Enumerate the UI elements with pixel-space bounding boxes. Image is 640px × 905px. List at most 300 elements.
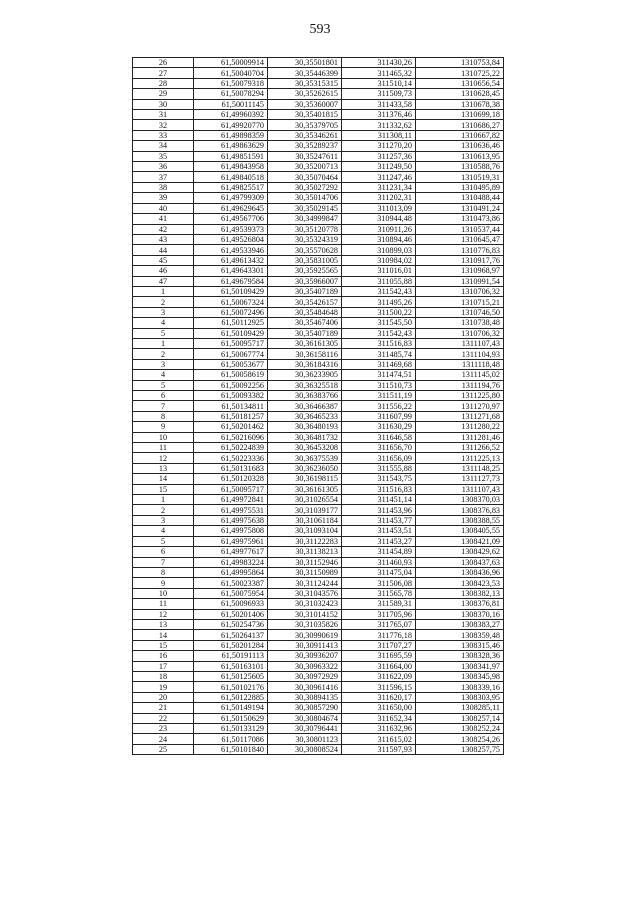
x-coordinate-cell: 311474,51	[342, 370, 416, 380]
point-number-cell: 7	[133, 557, 194, 567]
table-row	[133, 276, 504, 286]
point-number-cell: 31	[133, 110, 194, 120]
longitude-cell: 30,36161305	[268, 484, 342, 494]
x-coordinate-cell: 311451,14	[342, 495, 416, 505]
x-coordinate-cell: 311332,62	[342, 120, 416, 130]
latitude-cell: 61,50133129	[194, 724, 268, 734]
latitude-cell: 61,50109429	[194, 286, 268, 296]
latitude-cell: 61,49613432	[194, 255, 268, 265]
point-number-cell: 10	[133, 588, 194, 598]
table-row	[133, 651, 504, 661]
longitude-cell: 30,35262615	[268, 89, 342, 99]
table-row	[133, 328, 504, 338]
table-row	[133, 182, 504, 192]
table-row	[133, 515, 504, 525]
y-coordinate-cell: 1308405,55	[416, 526, 504, 536]
x-coordinate-cell: 311607,99	[342, 411, 416, 421]
x-coordinate-cell: 311705,96	[342, 609, 416, 619]
table-row	[133, 370, 504, 380]
x-coordinate-cell: 311202,31	[342, 193, 416, 203]
point-number-cell: 28	[133, 78, 194, 88]
latitude-cell: 61,49567706	[194, 214, 268, 224]
y-coordinate-cell: 1308328,36	[416, 651, 504, 661]
longitude-cell: 30,35570628	[268, 245, 342, 255]
latitude-cell: 61,49539373	[194, 224, 268, 234]
y-coordinate-cell: 1311145,02	[416, 370, 504, 380]
table-row	[133, 692, 504, 702]
table-row	[133, 318, 504, 328]
table-row	[133, 474, 504, 484]
y-coordinate-cell: 1310715,21	[416, 297, 504, 307]
longitude-cell: 30,31035826	[268, 619, 342, 629]
table-row	[133, 234, 504, 244]
x-coordinate-cell: 311013,09	[342, 203, 416, 213]
table-row	[133, 443, 504, 453]
table-row	[133, 120, 504, 130]
latitude-cell: 61,49898359	[194, 130, 268, 140]
table-row	[133, 172, 504, 182]
point-number-cell: 1	[133, 338, 194, 348]
x-coordinate-cell: 311495,26	[342, 297, 416, 307]
y-coordinate-cell: 1308370,03	[416, 495, 504, 505]
point-number-cell: 3	[133, 515, 194, 525]
longitude-cell: 30,35446399	[268, 68, 342, 78]
latitude-cell: 61,50125605	[194, 671, 268, 681]
latitude-cell: 61,49995864	[194, 567, 268, 577]
longitude-cell: 30,35360007	[268, 99, 342, 109]
x-coordinate-cell: 311506,08	[342, 578, 416, 588]
latitude-cell: 61,50102176	[194, 682, 268, 692]
longitude-cell: 30,31138213	[268, 547, 342, 557]
latitude-cell: 61,50092256	[194, 380, 268, 390]
table-row	[133, 630, 504, 640]
table-row	[133, 526, 504, 536]
longitude-cell: 30,35407189	[268, 328, 342, 338]
table-row	[133, 110, 504, 120]
latitude-cell: 61,50224839	[194, 443, 268, 453]
longitude-cell: 30,35467406	[268, 318, 342, 328]
table-row	[133, 682, 504, 692]
latitude-cell: 61,50072496	[194, 307, 268, 317]
table-row	[133, 599, 504, 609]
x-coordinate-cell: 311630,29	[342, 422, 416, 432]
longitude-cell: 30,35925565	[268, 266, 342, 276]
latitude-cell: 61,50254736	[194, 619, 268, 629]
point-number-cell: 17	[133, 661, 194, 671]
point-number-cell: 37	[133, 172, 194, 182]
y-coordinate-cell: 1310753,84	[416, 58, 504, 68]
x-coordinate-cell: 311542,43	[342, 286, 416, 296]
latitude-cell: 61,50078294	[194, 89, 268, 99]
point-number-cell: 21	[133, 703, 194, 713]
x-coordinate-cell: 310944,48	[342, 214, 416, 224]
longitude-cell: 30,36233905	[268, 370, 342, 380]
point-number-cell: 15	[133, 640, 194, 650]
longitude-cell: 30,30963322	[268, 661, 342, 671]
latitude-cell: 61,49920770	[194, 120, 268, 130]
x-coordinate-cell: 311622,09	[342, 671, 416, 681]
table-row	[133, 68, 504, 78]
x-coordinate-cell: 311511,19	[342, 391, 416, 401]
longitude-cell: 30,30990619	[268, 630, 342, 640]
latitude-cell: 61,49983224	[194, 557, 268, 567]
longitude-cell: 30,36480193	[268, 422, 342, 432]
point-number-cell: 42	[133, 224, 194, 234]
y-coordinate-cell: 1311194,76	[416, 380, 504, 390]
x-coordinate-cell: 311249,50	[342, 162, 416, 172]
longitude-cell: 30,30961416	[268, 682, 342, 692]
latitude-cell: 61,49825517	[194, 182, 268, 192]
longitude-cell: 30,36465233	[268, 411, 342, 421]
longitude-cell: 30,36453208	[268, 443, 342, 453]
x-coordinate-cell: 311465,32	[342, 68, 416, 78]
x-coordinate-cell: 311707,27	[342, 640, 416, 650]
y-coordinate-cell: 1308345,98	[416, 671, 504, 681]
latitude-cell: 61,50112925	[194, 318, 268, 328]
x-coordinate-cell: 311376,46	[342, 110, 416, 120]
point-number-cell: 29	[133, 89, 194, 99]
latitude-cell: 61,50040704	[194, 68, 268, 78]
x-coordinate-cell: 311589,31	[342, 599, 416, 609]
x-coordinate-cell: 311543,75	[342, 474, 416, 484]
y-coordinate-cell: 1308341,97	[416, 661, 504, 671]
y-coordinate-cell: 1311107,43	[416, 484, 504, 494]
table-row	[133, 703, 504, 713]
y-coordinate-cell: 1308388,55	[416, 515, 504, 525]
longitude-cell: 30,36481732	[268, 432, 342, 442]
x-coordinate-cell: 311664,00	[342, 661, 416, 671]
latitude-cell: 61,50075954	[194, 588, 268, 598]
table-row	[133, 432, 504, 442]
point-number-cell: 11	[133, 599, 194, 609]
y-coordinate-cell: 1311127,73	[416, 474, 504, 484]
y-coordinate-cell: 1311266,52	[416, 443, 504, 453]
table-row	[133, 349, 504, 359]
y-coordinate-cell: 1308315,46	[416, 640, 504, 650]
latitude-cell: 61,50134811	[194, 401, 268, 411]
x-coordinate-cell: 311460,93	[342, 557, 416, 567]
latitude-cell: 61,50131683	[194, 463, 268, 473]
y-coordinate-cell: 1308421,09	[416, 536, 504, 546]
latitude-cell: 61,49526804	[194, 234, 268, 244]
longitude-cell: 30,30911413	[268, 640, 342, 650]
point-number-cell: 2	[133, 505, 194, 515]
latitude-cell: 61,49977617	[194, 547, 268, 557]
table-row	[133, 224, 504, 234]
longitude-cell: 30,31014152	[268, 609, 342, 619]
y-coordinate-cell: 1310706,32	[416, 286, 504, 296]
point-number-cell: 39	[133, 193, 194, 203]
longitude-cell: 30,34999847	[268, 214, 342, 224]
point-number-cell: 22	[133, 713, 194, 723]
point-number-cell: 11	[133, 443, 194, 453]
longitude-cell: 30,35831005	[268, 255, 342, 265]
y-coordinate-cell: 1310667,82	[416, 130, 504, 140]
longitude-cell: 30,31150989	[268, 567, 342, 577]
table-row	[133, 619, 504, 629]
point-number-cell: 36	[133, 162, 194, 172]
table-row	[133, 609, 504, 619]
longitude-cell: 30,36161305	[268, 338, 342, 348]
table-row	[133, 193, 504, 203]
table-row	[133, 338, 504, 348]
longitude-cell: 30,35315315	[268, 78, 342, 88]
point-number-cell: 13	[133, 619, 194, 629]
y-coordinate-cell: 1310491,24	[416, 203, 504, 213]
point-number-cell: 10	[133, 432, 194, 442]
x-coordinate-cell: 311454,89	[342, 547, 416, 557]
longitude-cell: 30,31026554	[268, 495, 342, 505]
table-row	[133, 307, 504, 317]
y-coordinate-cell: 1310613,95	[416, 151, 504, 161]
latitude-cell: 61,49972841	[194, 495, 268, 505]
y-coordinate-cell: 1310699,18	[416, 110, 504, 120]
latitude-cell: 61,50095717	[194, 338, 268, 348]
table-row	[133, 557, 504, 567]
table-row	[133, 162, 504, 172]
table-row	[133, 297, 504, 307]
x-coordinate-cell: 311453,27	[342, 536, 416, 546]
longitude-cell: 30,30894135	[268, 692, 342, 702]
point-number-cell: 12	[133, 609, 194, 619]
y-coordinate-cell: 1308252,24	[416, 724, 504, 734]
x-coordinate-cell: 311632,96	[342, 724, 416, 734]
point-number-cell: 32	[133, 120, 194, 130]
point-number-cell: 5	[133, 380, 194, 390]
longitude-cell: 30,35401815	[268, 110, 342, 120]
longitude-cell: 30,35120778	[268, 224, 342, 234]
longitude-cell: 30,35070464	[268, 172, 342, 182]
x-coordinate-cell: 311656,09	[342, 453, 416, 463]
latitude-cell: 61,50095717	[194, 484, 268, 494]
latitude-cell: 61,50149194	[194, 703, 268, 713]
point-number-cell: 33	[133, 130, 194, 140]
y-coordinate-cell: 1310917,76	[416, 255, 504, 265]
table-row	[133, 58, 504, 68]
latitude-cell: 61,50117086	[194, 734, 268, 744]
table-row	[133, 453, 504, 463]
longitude-cell: 30,35484648	[268, 307, 342, 317]
longitude-cell: 30,30801123	[268, 734, 342, 744]
longitude-cell: 30,30796441	[268, 724, 342, 734]
table-row	[133, 505, 504, 515]
page-number: 593	[309, 22, 331, 37]
point-number-cell: 14	[133, 474, 194, 484]
x-coordinate-cell: 311453,96	[342, 505, 416, 515]
latitude-cell: 61,50093382	[194, 391, 268, 401]
table-row	[133, 99, 504, 109]
longitude-cell: 30,30804674	[268, 713, 342, 723]
point-number-cell: 34	[133, 141, 194, 151]
y-coordinate-cell: 1311148,25	[416, 463, 504, 473]
latitude-cell: 61,49799309	[194, 193, 268, 203]
latitude-cell: 61,50023387	[194, 578, 268, 588]
x-coordinate-cell: 311615,02	[342, 734, 416, 744]
x-coordinate-cell: 311776,18	[342, 630, 416, 640]
longitude-cell: 30,30936207	[268, 651, 342, 661]
table-row	[133, 359, 504, 369]
longitude-cell: 30,30857290	[268, 703, 342, 713]
point-number-cell: 8	[133, 411, 194, 421]
point-number-cell: 6	[133, 391, 194, 401]
point-number-cell: 3	[133, 359, 194, 369]
longitude-cell: 30,31061184	[268, 515, 342, 525]
table-row	[133, 78, 504, 88]
longitude-cell: 30,35247611	[268, 151, 342, 161]
x-coordinate-cell: 311596,15	[342, 682, 416, 692]
latitude-cell: 61,50109429	[194, 328, 268, 338]
y-coordinate-cell: 1308285,11	[416, 703, 504, 713]
point-number-cell: 12	[133, 453, 194, 463]
longitude-cell: 30,36375539	[268, 453, 342, 463]
point-number-cell: 5	[133, 536, 194, 546]
table-row	[133, 411, 504, 421]
x-coordinate-cell: 311565,78	[342, 588, 416, 598]
longitude-cell: 30,35324319	[268, 234, 342, 244]
y-coordinate-cell: 1308383,27	[416, 619, 504, 629]
x-coordinate-cell: 311542,43	[342, 328, 416, 338]
latitude-cell: 61,49679584	[194, 276, 268, 286]
point-number-cell: 1	[133, 286, 194, 296]
longitude-cell: 30,36325518	[268, 380, 342, 390]
latitude-cell: 61,49960392	[194, 110, 268, 120]
latitude-cell: 61,50216096	[194, 432, 268, 442]
y-coordinate-cell: 1310968,97	[416, 266, 504, 276]
y-coordinate-cell: 1310725,22	[416, 68, 504, 78]
point-number-cell: 1	[133, 495, 194, 505]
latitude-cell: 61,50201406	[194, 609, 268, 619]
point-number-cell: 40	[133, 203, 194, 213]
x-coordinate-cell: 311516,83	[342, 338, 416, 348]
y-coordinate-cell: 1308376,83	[416, 505, 504, 515]
x-coordinate-cell: 311597,93	[342, 744, 416, 754]
y-coordinate-cell: 1308257,75	[416, 744, 504, 754]
y-coordinate-cell: 1308257,14	[416, 713, 504, 723]
y-coordinate-cell: 1308303,95	[416, 692, 504, 702]
point-number-cell: 8	[133, 567, 194, 577]
table-row	[133, 578, 504, 588]
y-coordinate-cell: 1310519,31	[416, 172, 504, 182]
table-row	[133, 151, 504, 161]
latitude-cell: 61,50079318	[194, 78, 268, 88]
longitude-cell: 30,35289237	[268, 141, 342, 151]
longitude-cell: 30,36236050	[268, 463, 342, 473]
y-coordinate-cell: 1310488,44	[416, 193, 504, 203]
point-number-cell: 45	[133, 255, 194, 265]
x-coordinate-cell: 311485,74	[342, 349, 416, 359]
table-row	[133, 588, 504, 598]
table-row	[133, 401, 504, 411]
x-coordinate-cell: 311453,51	[342, 526, 416, 536]
table-row	[133, 536, 504, 546]
table-row	[133, 255, 504, 265]
longitude-cell: 30,36198115	[268, 474, 342, 484]
x-coordinate-cell: 311500,22	[342, 307, 416, 317]
table-row	[133, 203, 504, 213]
latitude-cell: 61,50067774	[194, 349, 268, 359]
x-coordinate-cell: 311510,73	[342, 380, 416, 390]
y-coordinate-cell: 1311270,97	[416, 401, 504, 411]
longitude-cell: 30,35501801	[268, 58, 342, 68]
latitude-cell: 61,49851591	[194, 151, 268, 161]
y-coordinate-cell: 1310588,76	[416, 162, 504, 172]
table-row	[133, 547, 504, 557]
point-number-cell: 15	[133, 484, 194, 494]
latitude-cell: 61,50053677	[194, 359, 268, 369]
point-number-cell: 46	[133, 266, 194, 276]
y-coordinate-cell: 1310746,50	[416, 307, 504, 317]
longitude-cell: 30,30808524	[268, 744, 342, 754]
latitude-cell: 61,50096933	[194, 599, 268, 609]
y-coordinate-cell: 1310645,47	[416, 234, 504, 244]
table-row	[133, 724, 504, 734]
latitude-cell: 61,49975961	[194, 536, 268, 546]
longitude-cell: 30,35027292	[268, 182, 342, 192]
longitude-cell: 30,31093104	[268, 526, 342, 536]
x-coordinate-cell: 311247,46	[342, 172, 416, 182]
point-number-cell: 41	[133, 214, 194, 224]
x-coordinate-cell: 311308,11	[342, 130, 416, 140]
latitude-cell: 61,49863629	[194, 141, 268, 151]
y-coordinate-cell: 1311107,43	[416, 338, 504, 348]
table-row	[133, 286, 504, 296]
y-coordinate-cell: 1310706,32	[416, 328, 504, 338]
x-coordinate-cell: 311509,73	[342, 89, 416, 99]
table-row	[133, 640, 504, 650]
latitude-cell: 61,50120328	[194, 474, 268, 484]
longitude-cell: 30,31039177	[268, 505, 342, 515]
table-row	[133, 245, 504, 255]
x-coordinate-cell: 311475,04	[342, 567, 416, 577]
y-coordinate-cell: 1308254,26	[416, 734, 504, 744]
x-coordinate-cell: 311650,00	[342, 703, 416, 713]
table-row	[133, 661, 504, 671]
y-coordinate-cell: 1311104,93	[416, 349, 504, 359]
point-number-cell: 27	[133, 68, 194, 78]
x-coordinate-cell: 311430,26	[342, 58, 416, 68]
table-row	[133, 214, 504, 224]
point-number-cell: 13	[133, 463, 194, 473]
y-coordinate-cell: 1310678,38	[416, 99, 504, 109]
longitude-cell: 30,31152946	[268, 557, 342, 567]
table-row	[133, 484, 504, 494]
y-coordinate-cell: 1311225,13	[416, 453, 504, 463]
y-coordinate-cell: 1310495,89	[416, 182, 504, 192]
y-coordinate-cell: 1311281,46	[416, 432, 504, 442]
point-number-cell: 4	[133, 318, 194, 328]
longitude-cell: 30,31124244	[268, 578, 342, 588]
latitude-cell: 61,50181257	[194, 411, 268, 421]
table-row	[133, 734, 504, 744]
y-coordinate-cell: 1308429,62	[416, 547, 504, 557]
point-number-cell: 26	[133, 58, 194, 68]
point-number-cell: 18	[133, 671, 194, 681]
y-coordinate-cell: 1308339,16	[416, 682, 504, 692]
latitude-cell: 61,50264137	[194, 630, 268, 640]
latitude-cell: 61,50011145	[194, 99, 268, 109]
point-number-cell: 43	[133, 234, 194, 244]
point-number-cell: 16	[133, 651, 194, 661]
x-coordinate-cell: 310911,26	[342, 224, 416, 234]
x-coordinate-cell: 311556,22	[342, 401, 416, 411]
y-coordinate-cell: 1311225,80	[416, 391, 504, 401]
x-coordinate-cell: 311555,88	[342, 463, 416, 473]
point-number-cell: 23	[133, 724, 194, 734]
y-coordinate-cell: 1310537,44	[416, 224, 504, 234]
x-coordinate-cell: 311695,59	[342, 651, 416, 661]
point-number-cell: 47	[133, 276, 194, 286]
table-row	[133, 266, 504, 276]
